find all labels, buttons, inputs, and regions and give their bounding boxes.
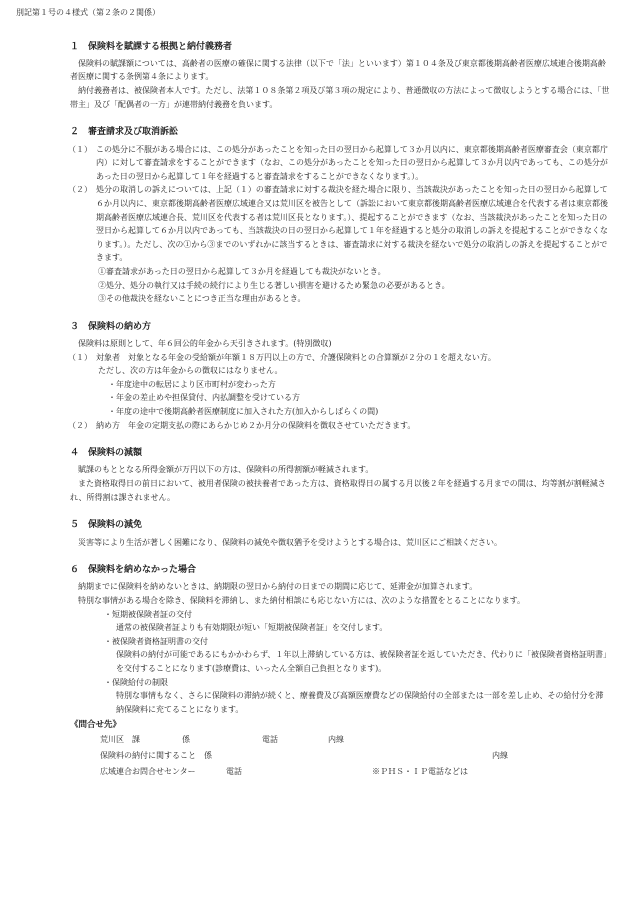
measure-text: 保険料の納付が可能であるにもかかわらず、１年以上滞納している方は、被保険者証を返していただき、代わりに「被保険者資格証明書」を交付することになります(診療費は、いったん全額自己負担となります)。 bbox=[116, 650, 608, 673]
section-payment bbox=[20, 320, 610, 432]
bullet-item: ・年度途中の転居により区市町村が変わった方 bbox=[108, 379, 276, 389]
item-text: この処分に不服がある場合には、この処分があったことを知った日の翌日から起算して３か月以内に、東京都後期高齢者医療審査会（東京都庁内）に対して審査請求をすることができます（なお、この処分があったことを知った日の翌日から起算して３か月以内であっても、この処分があった日の翌日から起算して１年を経過すると審査請求をすることができなくなります。）。 bbox=[96, 144, 608, 181]
paragraph: 保険料は原則として、年６回公的年金から天引きされます。(特別徴収) bbox=[78, 338, 332, 348]
item-number: （２） bbox=[68, 420, 92, 430]
section-heading: １ 保険料を賦課する根拠と納付義務者 bbox=[70, 41, 233, 52]
contact-phone-label: 電話 bbox=[262, 734, 278, 744]
list-item bbox=[68, 143, 610, 184]
contact-center-label: 広域連合お問合せセンター bbox=[100, 766, 196, 776]
paragraph: 納付義務者は、被保険者本人です。ただし、法第１０８条第２項及び第３項の規定により、普通徴収の方法によって徴収しようとする場合には、「世帯主」及び「配偶者の一方」が連帯納付義務を負います。 bbox=[70, 86, 610, 109]
list-item bbox=[68, 351, 610, 365]
paragraph: 特別な事情がある場合を除き、保険料を滞納し、また納付相談にも応じない方には、次のような措置をとることになります。 bbox=[78, 596, 526, 605]
paragraph: また資格取得日の前日において、被用者保険の被扶養者であった方は、資格取得日の属する月以後２年を経過する月までの間は、均等割が割軽減され、所得割は課されません。 bbox=[70, 479, 606, 502]
contact-extension-label: 内線 bbox=[328, 734, 344, 744]
item-number: （１） bbox=[68, 352, 92, 362]
paragraph: 災害等により生活が著しく困難になり、保険料の減免や徴収猶予を受けようとする場合は、荒川区にご相談ください。 bbox=[78, 537, 502, 547]
section-heading: ６ 保険料を納めなかった場合 bbox=[70, 565, 197, 576]
contact-phone-label: 電話 bbox=[226, 766, 242, 776]
section-heading: ３ 保険料の納め方 bbox=[70, 321, 152, 332]
section-nonpayment bbox=[20, 563, 610, 716]
condition-item: ②処分、処分の執行又は手続の続行により生じる著しい損害を避けるため緊急の必要があるとき。 bbox=[98, 280, 450, 290]
paragraph: 賦課のもととなる所得金額が万円以下の方は、保険料の所得割額が軽減されます。 bbox=[78, 465, 374, 475]
section-heading: ５ 保険料の減免 bbox=[70, 520, 143, 531]
contact-section bbox=[20, 718, 610, 780]
contact-row bbox=[92, 749, 610, 765]
measure-title: ・被保険者資格証明書の交付 bbox=[104, 636, 208, 646]
contact-heading: 《問合せ先》 bbox=[70, 720, 122, 731]
section-reduction bbox=[20, 446, 610, 504]
measure-title: ・短期被保険者証の交付 bbox=[104, 609, 192, 619]
item-subtext: ただし、次の方は年金からの徴収にはなりません。 bbox=[98, 366, 283, 376]
section-heading: ２ 審査請求及び取消訴訟 bbox=[70, 127, 179, 138]
measure-text: 特別な事情もなく、さらに保険料の滞納が続くと、療養費及び高額医療費などの保険給付の全部または一部を差し止め、その給付分を滞納保険料に充てることになります。 bbox=[116, 691, 604, 714]
contact-department: 荒川区 課 bbox=[100, 734, 140, 744]
measure-title: ・保険給付の制限 bbox=[104, 677, 168, 687]
section-appeal bbox=[20, 125, 610, 305]
contact-row bbox=[92, 733, 610, 749]
item-text: 納め方 年金の定期支払の際にあらかじめ２か月分の保険料を徴収させていただきます。 bbox=[96, 420, 416, 430]
contact-row bbox=[92, 765, 610, 781]
paragraph: 保険料の賦課額については、高齢者の医療の確保に関する法律（以下で「法」といいます）第１０４条及び東京都後期高齢者医療広域連合後期高齢者医療に関する条例第４条によります。 bbox=[70, 58, 606, 82]
item-number: （２） bbox=[68, 185, 92, 195]
section-heading: ４ 保険料の減額 bbox=[70, 448, 143, 459]
bullet-item: ・年度の途中で後期高齢者医療制度に加入された方(加入からしばらくの間) bbox=[108, 406, 379, 416]
item-text: 対象者 対象となる年金の受給額が年額１８万円以上の方で、介護保険料との合算額が２分の１を超えない方。 bbox=[96, 352, 496, 362]
bullet-item: ・年金の差止めや担保貸付、内払調整を受けている方 bbox=[108, 393, 300, 403]
contact-payment-label: 保険料の納付に関すること 係 bbox=[100, 750, 212, 760]
condition-item: ①審査請求があった日の翌日から起算して３か月を経過しても裁決がないとき。 bbox=[98, 266, 386, 276]
item-text: 処分の取消しの訴えについては、上記（１）の審査請求に対する裁決を経た場合に限り、当該裁決があったことを知った日の翌日から起算して６か月以内に、東京都後期高齢者医療広域連合又は荒川区を被告として（訴訟において東京都後期高齢者医療広域連合を代表する者は東京都後期高齢者医療広域連合長、荒川区を代表する者は荒川区長となります。）、提起することができます（なお、当該裁決があったことを知った日の翌日から起算して６か月以内であっても、当該裁決の日の翌日から起算して１年を経過すると処分の取消しの訴えを提起することができなくなります。）。ただし、次の①から③までのいずれかに該当するときは、審査請求に対する裁決を経ないで処分の取消しの訴えを提起することができます。 bbox=[96, 185, 608, 263]
list-item bbox=[68, 419, 610, 433]
condition-item: ③その他裁決を経ないことにつき正当な理由があるとき。 bbox=[98, 294, 306, 304]
section-basis bbox=[20, 40, 610, 112]
paragraph: 納期までに保険料を納めないときは、納期限の翌日から納付の日までの期間に応じて、延滞金が加算されます。 bbox=[78, 582, 478, 592]
measure-text: 通常の被保険者証よりも有効期限が短い「短期被保険者証」を交付します。 bbox=[116, 623, 388, 633]
contact-section-label: 係 bbox=[182, 734, 190, 744]
list-item bbox=[68, 183, 610, 265]
form-label: 別記第１号の４様式（第２条の２関係） bbox=[16, 8, 160, 17]
contact-extension-label: 内線 bbox=[492, 750, 508, 760]
contact-note: ※ＰＨＳ・ＩＰ電話などは bbox=[372, 766, 468, 776]
item-number: （１） bbox=[68, 144, 92, 154]
section-exemption bbox=[20, 518, 610, 549]
